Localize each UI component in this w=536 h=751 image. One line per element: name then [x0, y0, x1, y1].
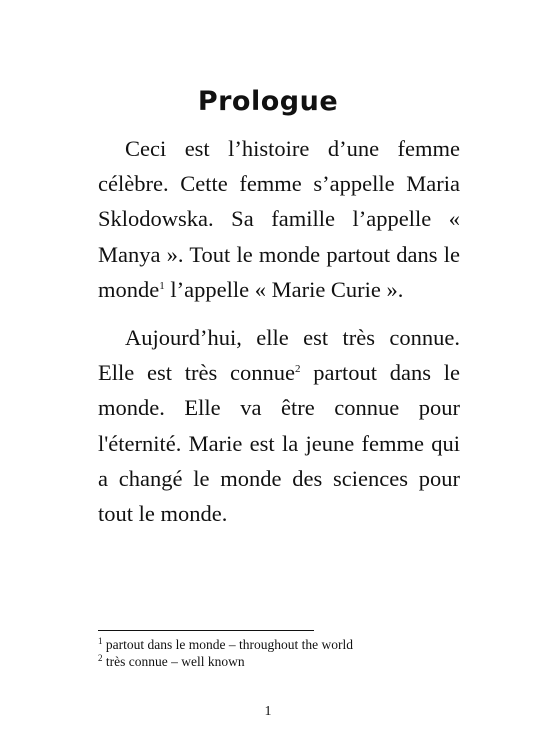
- paragraph-text: l’appelle « Marie Curie ».: [164, 276, 404, 302]
- footnote-reference[interactable]: 1: [159, 279, 165, 292]
- chapter-body: [98, 131, 460, 531]
- footnote-reference[interactable]: 2: [294, 363, 301, 376]
- footnote-marker: 2: [98, 653, 103, 663]
- paragraph-text: partout dans le monde. Elle va être connue pour l'éternité. Marie est la jeune femme qui a changé le monde des sciences pour tout le monde.: [98, 360, 460, 527]
- paragraph: [98, 320, 460, 531]
- paragraph: [98, 131, 460, 307]
- footnote-text: partout dans le monde – throughout the world: [102, 637, 353, 652]
- footnotes: [98, 636, 478, 670]
- page-number: 1: [264, 704, 272, 719]
- footnote: [98, 636, 478, 653]
- chapter-title: Prologue: [197, 86, 339, 117]
- paragraph-text: Aujourd’hui, elle est très connue. Elle est très connue: [98, 325, 460, 386]
- footnote: [98, 653, 478, 670]
- footnote-divider: [98, 630, 314, 631]
- footnote-text: très connue – well known: [102, 654, 245, 669]
- footnote-marker: 1: [98, 636, 103, 646]
- paragraph-text: Ceci est l’histoire d’une femme célèbre. Cette femme s’appelle Maria Sklodowska. Sa famille l’appelle « Manya ». Tout le monde partout dans le monde: [98, 136, 460, 302]
